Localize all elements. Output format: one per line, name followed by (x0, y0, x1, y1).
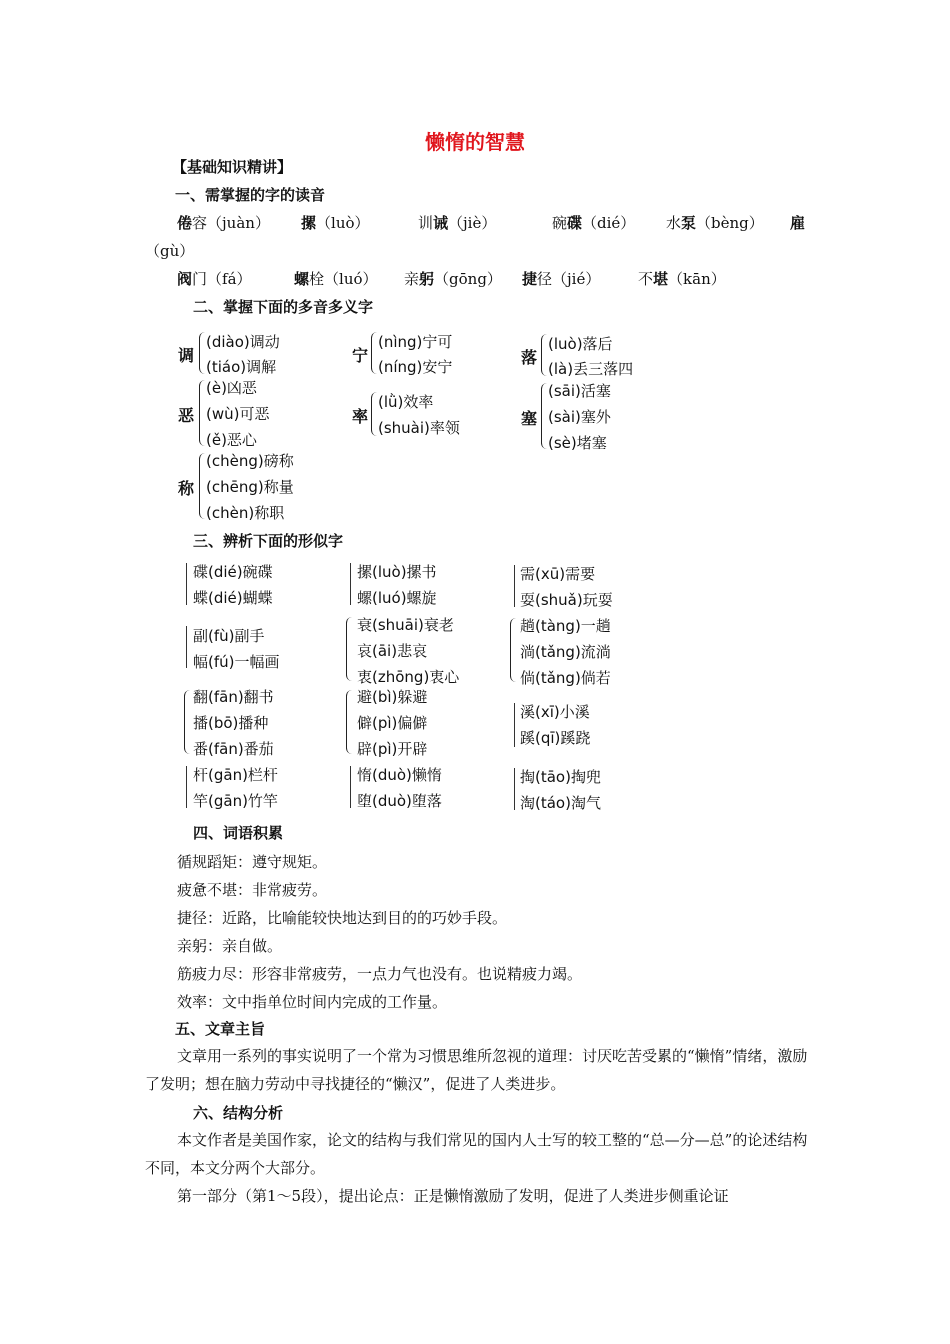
similar-item: 耍(shuǎ)玩耍 (520, 591, 613, 609)
s6-heading: 六、结构分析 (193, 1104, 284, 1122)
pron-wrap: （gù） (145, 242, 195, 260)
poly-head: 率 (352, 407, 369, 426)
poly-item: (luò)落后 (548, 335, 613, 353)
similar-item: 杆(gān)栏杆 (193, 766, 278, 784)
similar-item: 播(bō)播种 (193, 714, 269, 732)
similar-item: 副(fù)副手 (193, 627, 265, 645)
poly-item: (sài)塞外 (548, 408, 611, 426)
vocab-item: 效率：文中指单位时间内完成的工作量。 (177, 993, 448, 1011)
bracket (514, 703, 515, 747)
brace (371, 392, 378, 436)
vocab-item: 捷径：近路，比喻能较快地达到目的的巧妙手段。 (177, 909, 508, 927)
poly-item: (sè)堵塞 (548, 434, 607, 452)
bracket (350, 766, 351, 808)
brace (541, 334, 548, 376)
pron-item: 不堪（kān） (638, 270, 726, 288)
similar-item: 趟(tàng)一趟 (520, 617, 611, 635)
similar-item: 避(bì)躲避 (357, 688, 428, 706)
brace (371, 332, 378, 374)
theme-paragraph: 文章用一系列的事实说明了一个常为习惯思维所忽视的道理：讨厌吃苦受累的“懒惰”情绪，激励了发明；想在脑力劳动中寻找捷径的“懒汉”，促进了人类进步。 (145, 1047, 808, 1093)
poly-head: 恶 (178, 406, 195, 425)
poly-head: 称 (178, 479, 195, 498)
vocab-item: 疲惫不堪：非常疲劳。 (177, 881, 328, 899)
section-label: 【基础知识精讲】 (172, 158, 293, 176)
similar-item: 淌(tǎng)流淌 (520, 643, 611, 661)
bracket (186, 563, 187, 605)
similar-item: 碟(dié)碗碟 (193, 563, 273, 581)
pron-item: 亲躬（gōng） (404, 270, 502, 288)
poly-item: (níng)安宁 (378, 358, 453, 376)
bracket (346, 617, 353, 681)
s4-heading: 四、词语积累 (193, 824, 284, 842)
similar-item: 摞(luò)摞书 (357, 563, 437, 581)
pron-item: 倦容（juàn） (177, 214, 270, 232)
similar-item: 需(xū)需要 (520, 565, 596, 583)
similar-item: 辟(pì)开辟 (357, 740, 428, 758)
similar-item: 堕(duò)堕落 (357, 792, 442, 810)
poly-item: (tiáo)调解 (206, 358, 277, 376)
poly-item: (sāi)活塞 (548, 382, 611, 400)
poly-head: 落 (521, 348, 538, 367)
similar-item: 竿(gān)竹竿 (193, 792, 278, 810)
pron-item: 螺栓（luó） (294, 270, 378, 288)
similar-item: 番(fān)番茄 (193, 740, 274, 758)
pron-item: 雇 (790, 214, 806, 232)
pron-item: 水泵（bèng） (666, 214, 764, 232)
poly-item: (chèn)称职 (206, 504, 285, 522)
brace (199, 453, 206, 519)
poly-item: (ě)恶心 (206, 431, 257, 449)
similar-item: 溪(xī)小溪 (520, 703, 590, 721)
brace (199, 380, 206, 446)
poly-head: 宁 (352, 346, 369, 365)
s5-heading: 五、文章主旨 (175, 1020, 266, 1038)
brace (199, 332, 206, 374)
bracket (346, 690, 353, 754)
vocab-item: 筋疲力尽：形容非常疲劳，一点力气也没有。也说精疲力竭。 (177, 965, 583, 983)
similar-item: 蝶(dié)蝴蝶 (193, 589, 273, 607)
similar-item: 淘(táo)淘气 (520, 794, 601, 812)
bracket (514, 768, 515, 810)
poly-item: (diào)调动 (206, 333, 280, 351)
structure-paragraph: 本文作者是美国作家，论文的结构与我们常见的国内人士写的较工整的“总—分—总”的论述结构不同，本文分两个大部分。 (145, 1131, 808, 1177)
pron-item: 碗碟（dié） (552, 214, 636, 232)
similar-item: 蹊(qī)蹊跷 (520, 729, 591, 747)
s1-heading: 一、需掌握的字的读音 (175, 186, 326, 204)
pron-item: 训诫（jiè） (418, 214, 497, 232)
poly-item: (lǜ)效率 (378, 393, 434, 411)
poly-item: (nìng)宁可 (378, 333, 453, 351)
poly-item: (è)凶恶 (206, 379, 257, 397)
similar-item: 幅(fú)一幅画 (193, 653, 280, 671)
similar-item: 衷(zhōng)衷心 (357, 668, 460, 686)
pron-item: 阀门（fá） (177, 270, 252, 288)
poly-item: (chēng)称量 (206, 478, 294, 496)
brace (541, 383, 548, 449)
page-title: 懒惰的智慧 (425, 130, 525, 154)
poly-item: (shuài)率领 (378, 419, 460, 437)
similar-item: 哀(āi)悲哀 (357, 642, 428, 660)
bracket (350, 563, 351, 605)
bracket (184, 690, 191, 754)
similar-item: 衰(shuāi)衰老 (357, 616, 454, 634)
poly-item: (wù)可恶 (206, 405, 270, 423)
poly-item: (chèng)磅称 (206, 452, 294, 470)
similar-item: 惰(duò)懒惰 (357, 766, 442, 784)
similar-item: 螺(luó)螺旋 (357, 589, 437, 607)
vocab-item: 循规蹈矩：遵守规矩。 (177, 853, 328, 871)
similar-item: 倘(tǎng)倘若 (520, 669, 611, 687)
similar-item: 僻(pì)偏僻 (357, 714, 428, 732)
similar-item: 掏(tāo)掏兜 (520, 768, 601, 786)
poly-head: 调 (178, 346, 195, 365)
s2-heading: 二、掌握下面的多音多义字 (193, 298, 374, 316)
bracket (514, 565, 515, 607)
poly-item: (là)丢三落四 (548, 360, 634, 378)
similar-item: 翻(fān)翻书 (193, 688, 274, 706)
bracket (186, 766, 187, 808)
bracket (510, 618, 517, 682)
poly-head: 塞 (521, 409, 538, 428)
bracket (186, 626, 187, 668)
s3-heading: 三、辨析下面的形似字 (193, 532, 344, 550)
pron-item: 摞（luò） (301, 214, 370, 232)
pron-item: 捷径（jié） (522, 270, 601, 288)
vocab-item: 亲躬：亲自做。 (177, 937, 283, 955)
structure-paragraph: 第一部分（第1～5段），提出论点：正是懒惰激励了发明，促进了人类进步侧重论证 (177, 1187, 729, 1205)
